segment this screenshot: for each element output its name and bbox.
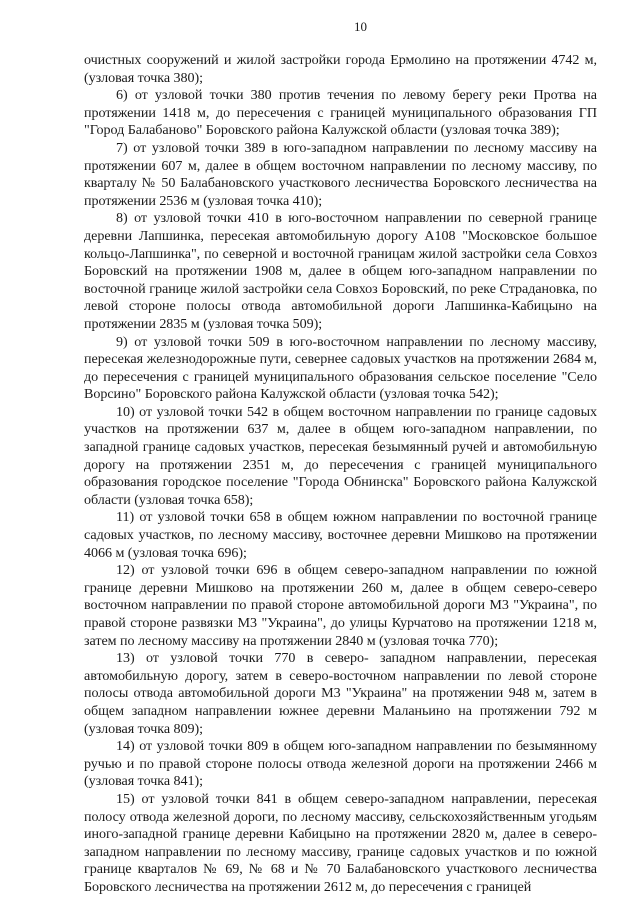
- paragraph-item-14: 14) от узловой точки 809 в общем юго-западном направлении по безымянному ручью и по правой стороне полосы отвода железной дороги на протяжении 2466 м (узловая точка 841);: [84, 738, 597, 790]
- paragraph-item-12: 12) от узловой точки 696 в общем северо-западном направлении по южной границе деревни Мишково на протяжении 260 м, далее в общем северо-северо восточном направлении по правой стороне автомобильной дороги М3 "Украина", по правой стороне развязки М3 "Украина", до улицы Курчатово на протяжении 1218 м, затем по лесному массиву на протяжении 2840 м (узловая точка 770);: [84, 562, 597, 649]
- paragraph-item-15: 15) от узловой точки 841 в общем северо-западном направлении, пересекая полосу отвода железной дороги, по лесному массиву, сельскохозяйственным угодьям иного-западной границе деревни Кабицыно на протяжении 2820 м, далее в северо-западном направлении по лесному массиву, границе садовых участков и по южной границе кварталов № 69, № 68 и № 70 Балабановского участкового лесничества Боровского лесничества на протяжении 2612 м, до пересечения с границей: [84, 790, 597, 895]
- paragraph-item-6: 6) от узловой точки 380 против течения по левому берегу реки Протва на протяжении 1418 м, до пересечения с границей муниципального образования ГП "Город Балабаново" Боровского района Калужской области (узловая точка 389);: [84, 87, 597, 139]
- paragraph-item-7: 7) от узловой точки 389 в юго-западном направлении по лесному массиву на протяжении 607 м, далее в общем восточном направлении по лесному массиву, по кварталу № 50 Балабановского участкового лесничества Боровского лесничества на протяжении 2536 м (узловая точка 410);: [84, 139, 597, 209]
- paragraph-item-11: 11) от узловой точки 658 в общем южном направлении по восточной границе садовых участков, по лесному массиву, восточнее деревни Мишково на протяжении 4066 м (узловая точка 696);: [84, 509, 597, 561]
- page-number: 10: [354, 19, 367, 34]
- paragraph-item-8: 8) от узловой точки 410 в юго-восточном направлении по северной границе деревни Лапшинка, пересекая автомобильную дорогу А108 "Московское большое кольцо-Лапшинка", по северной и восточной границам жилой застройки села Совхоз Боровский на протяжении 1908 м, далее в общем юго-западном направлении по восточной границе жилой застройки села Совхоз Боровский, по реке Страдановка, по левой стороне полосы отвода автомобильной дороги Лапшинка-Кабицыно на протяжении 2835 м (узловая точка 509);: [84, 210, 597, 332]
- paragraph-continuation: очистных сооружений и жилой застройки города Ермолино на протяжении 4742 м, (узловая точка 380);: [84, 52, 597, 86]
- paragraph-item-9: 9) от узловой точки 509 в юго-восточном направлении по лесному массиву, пересекая железнодорожные пути, севернее садовых участков на протяжении 2684 м, до пересечения с границей муниципального образования сельское поселение "Село Ворсино" Боровского района Калужской области (узловая точка 542);: [84, 333, 597, 403]
- paragraph-item-13: 13) от узловой точки 770 в северо- западном направлении, пересекая автомобильную дорогу, затем в северо-восточном направлении по левой стороне полосы отвода автомобильной дороги М3 "Украина" на протяжении 948 м, затем в общем западном направлении южнее деревни Маланьино на протяжении 792 м (узловая точка 809);: [84, 650, 597, 737]
- paragraph-item-10: 10) от узловой точки 542 в общем восточном направлении по границе садовых участков на протяжении 637 м, далее в общем юго-западном направлении, по западной границе садовых участков, пересекая безымянный ручей и автомобильную дорогу на протяжении 2351 м, до пересечения с границей муниципального образования городское поселение "Города Обнинска" Боровского района Калужской области (узловая точка 658);: [84, 403, 597, 508]
